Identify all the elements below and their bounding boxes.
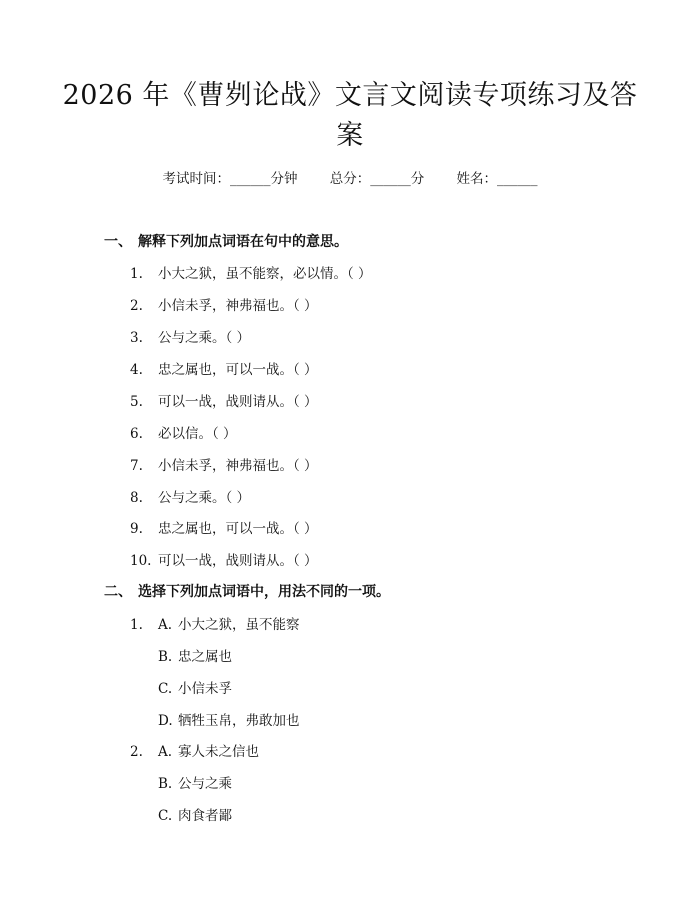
item-text: 小信未孚，神弗福也。（ ） — [158, 458, 318, 474]
option-text: 小大之狱，虽不能察 — [178, 617, 300, 633]
question-2-option-a — [130, 740, 259, 760]
list-item — [130, 517, 318, 537]
list-item — [130, 486, 250, 506]
item-number: 10. — [130, 553, 152, 569]
section-1-number: 一、 — [104, 234, 132, 250]
option-text: 牺牲玉帛，弗敢加也 — [178, 713, 300, 729]
list-item — [130, 390, 318, 410]
list-item — [130, 549, 318, 569]
question-number: 1. — [130, 617, 143, 633]
list-item — [130, 358, 318, 378]
item-number: 8. — [130, 490, 143, 506]
item-text: 忠之属也，可以一战。（ ） — [158, 521, 318, 537]
exam-time-field: 考试时间：______分钟 — [162, 171, 298, 187]
item-number: 5. — [130, 394, 143, 410]
item-text: 公与之乘。（ ） — [158, 330, 251, 346]
section-2-heading — [104, 581, 390, 601]
section-2-title: 选择下列加点词语中，用法不同的一项。 — [138, 584, 390, 600]
question-1-option-d — [158, 709, 300, 729]
student-name-field: 姓名：______ — [456, 171, 538, 187]
item-number: 9. — [130, 521, 143, 537]
item-number: 6. — [130, 426, 143, 442]
item-number: 3. — [130, 330, 143, 346]
item-number: 2. — [130, 298, 143, 314]
option-text: 寡人未之信也 — [178, 744, 259, 760]
item-text: 必以信。（ ） — [158, 426, 237, 442]
item-number: 1. — [130, 266, 143, 282]
total-score-field: 总分：______分 — [329, 171, 425, 187]
list-item — [130, 326, 250, 346]
item-number: 4. — [130, 362, 143, 378]
section-1-heading — [104, 231, 348, 251]
option-text: 肉食者鄙 — [178, 808, 232, 824]
list-item — [130, 422, 237, 442]
option-letter: D. — [158, 713, 173, 729]
item-text: 可以一战，战则请从。（ ） — [158, 553, 318, 569]
option-letter: A. — [158, 744, 173, 760]
page-title: 2026 年《曹刿论战》文言文阅读专项练习及答案 — [62, 80, 638, 151]
exam-info-line — [0, 167, 700, 187]
item-number: 7. — [130, 458, 143, 474]
item-text: 可以一战，战则请从。（ ） — [158, 394, 318, 410]
section-2-number: 二、 — [104, 584, 132, 600]
item-text: 小信未孚，神弗福也。（ ） — [158, 298, 318, 314]
option-text: 小信未孚 — [178, 681, 232, 697]
list-item — [130, 262, 372, 282]
question-1-option-c — [158, 677, 232, 697]
option-letter: B. — [158, 649, 173, 665]
question-1-option-b — [158, 645, 232, 665]
question-number: 2. — [130, 744, 143, 760]
option-text: 忠之属也 — [178, 649, 232, 665]
option-text: 公与之乘 — [178, 776, 232, 792]
list-item — [130, 454, 318, 474]
option-letter: C. — [158, 808, 173, 824]
list-item — [130, 294, 318, 314]
option-letter: B. — [158, 776, 173, 792]
item-text: 忠之属也，可以一战。（ ） — [158, 362, 318, 378]
question-2-option-c — [158, 804, 232, 824]
section-1-title: 解释下列加点词语在句中的意思。 — [138, 234, 348, 250]
option-letter: A. — [158, 617, 173, 633]
question-2-option-b — [158, 772, 232, 792]
question-1-option-a — [130, 613, 300, 633]
item-text: 公与之乘。（ ） — [158, 490, 251, 506]
option-letter: C. — [158, 681, 173, 697]
item-text: 小大之狱，虽不能察，必以情。（ ） — [158, 266, 372, 282]
